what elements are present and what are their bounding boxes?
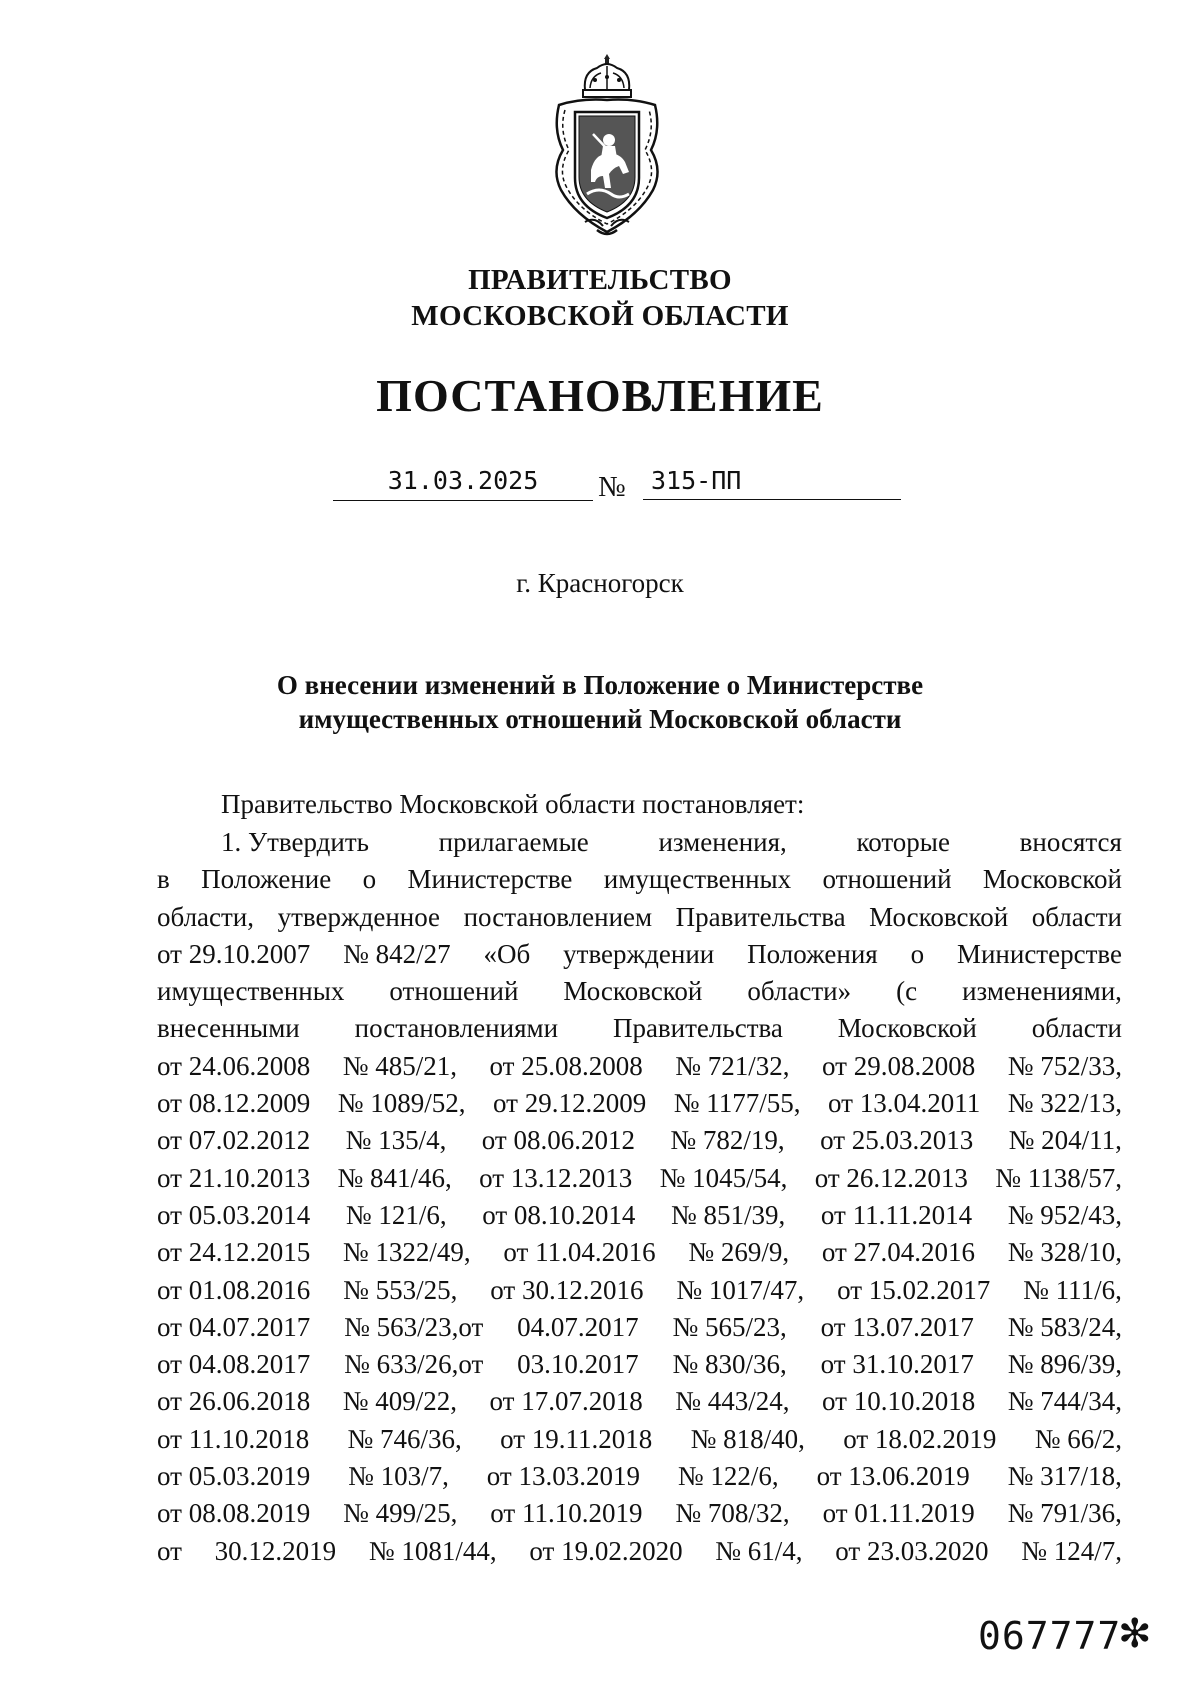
text-word: № 103/7, <box>348 1461 449 1492</box>
text-word: № 818/40, <box>690 1423 805 1454</box>
text-word: утверждении <box>563 938 715 969</box>
text-word: от 27.04.2016 <box>821 1237 976 1268</box>
text-word: от 13.03.2019 <box>486 1461 640 1492</box>
text-line <box>157 1458 1122 1495</box>
text-word: 30.12.2019 <box>214 1535 337 1566</box>
text-line <box>157 861 1122 898</box>
text-word: постановлениями <box>354 1013 559 1044</box>
document-type-heading: ПОСТАНОВЛЕНИЕ <box>376 370 824 421</box>
text-word: (с <box>896 976 918 1007</box>
text-line <box>157 1010 1122 1047</box>
text-word: от 08.06.2012 <box>481 1125 635 1156</box>
text-word: № 565/23, <box>672 1311 787 1342</box>
stamp-asterisk-icon: ✻ <box>1118 1611 1152 1657</box>
document-subject <box>0 668 1200 736</box>
text-word: от 05.03.2014 <box>157 1199 311 1230</box>
text-word: № 61/4, <box>715 1535 803 1566</box>
text-line <box>157 1533 1122 1570</box>
text-word: № 1081/44, <box>368 1535 497 1566</box>
text-line <box>157 824 1122 861</box>
text-word: 1. Утвердить <box>221 827 369 857</box>
text-word: № 317/18, <box>1007 1461 1122 1492</box>
text-word: № 782/19, <box>670 1125 785 1156</box>
text-line <box>157 1085 1122 1122</box>
text-word: от 13.06.2019 <box>816 1461 970 1492</box>
text-word: № 111/6, <box>1023 1274 1122 1305</box>
text-word: вносятся <box>1019 827 1122 857</box>
text-word: от 13.04.2011 <box>828 1088 981 1119</box>
text-word: от 21.10.2013 <box>157 1162 311 1193</box>
text-word: от 25.08.2008 <box>489 1050 643 1081</box>
text-word: № 409/22, <box>342 1386 457 1417</box>
text-word: № 633/26,от <box>344 1349 484 1380</box>
text-line <box>157 1383 1122 1420</box>
text-word: от 26.12.2013 <box>814 1162 968 1193</box>
text-word: «Об <box>483 938 531 969</box>
text-word: от 10.10.2018 <box>822 1386 976 1417</box>
text-word: № 851/39, <box>671 1199 786 1230</box>
text-word: от 04.07.2017 <box>157 1311 311 1342</box>
text-word: от 08.12.2009 <box>157 1088 311 1119</box>
text-word: № 122/6, <box>677 1461 779 1492</box>
text-word: № 121/6, <box>345 1199 447 1230</box>
text-word: № 721/32, <box>675 1050 790 1081</box>
text-word: № 563/23,от <box>344 1311 484 1342</box>
text-word: от 26.06.2018 <box>157 1386 311 1417</box>
document-number: 315-ПП <box>643 462 901 500</box>
text-word: № 204/11, <box>1008 1125 1122 1156</box>
text-word: № 485/21, <box>342 1050 457 1081</box>
text-word: от 11.10.2018 <box>157 1423 310 1454</box>
text-word: от 17.07.2018 <box>489 1386 643 1417</box>
text-word: от 29.10.2007 <box>157 938 311 969</box>
text-word: № 553/25, <box>343 1274 458 1305</box>
subject-line2: имущественных отношений Московской области <box>298 704 902 734</box>
text-word: № 1138/57, <box>995 1162 1122 1193</box>
text-word: № 752/33, <box>1007 1050 1122 1081</box>
subject-line1: О внесении изменений в Положение о Министерстве <box>276 670 924 700</box>
text-word: области» <box>747 976 852 1007</box>
text-line <box>157 1272 1122 1309</box>
government-title <box>0 262 1200 334</box>
text-word: от 24.12.2015 <box>157 1237 311 1268</box>
text-word: № 791/36, <box>1007 1498 1122 1529</box>
text-line <box>157 936 1122 973</box>
text-word: № 135/4, <box>345 1125 447 1156</box>
text-word: Положение <box>201 864 332 895</box>
text-word: от 11.10.2019 <box>490 1498 643 1529</box>
government-title-line1: ПРАВИТЕЛЬСТВО <box>468 264 732 296</box>
text-word: утвержденное <box>277 901 441 932</box>
text-word: изменениями, <box>962 976 1122 1007</box>
text-word: имущественных <box>603 864 792 895</box>
text-word: от 01.11.2019 <box>822 1498 975 1529</box>
text-line <box>157 1421 1122 1458</box>
text-word: о <box>362 864 377 895</box>
text-word: от 13.12.2013 <box>479 1162 633 1193</box>
text-word: от 30.12.2016 <box>490 1274 644 1305</box>
text-line <box>157 973 1122 1010</box>
text-line <box>157 1495 1122 1532</box>
text-word: Министерстве <box>956 938 1122 969</box>
text-word: отношений <box>822 864 952 895</box>
text-word: № 744/34, <box>1007 1386 1122 1417</box>
city-name: г. Красногорск <box>516 568 684 598</box>
text-word: № 830/36, <box>672 1349 787 1380</box>
text-word: изменения, <box>658 827 787 857</box>
text-word: от 04.08.2017 <box>157 1349 311 1380</box>
text-word: № 322/13, <box>1007 1088 1122 1119</box>
text-word: № 443/24, <box>675 1386 790 1417</box>
text-word: от 05.03.2019 <box>157 1461 311 1492</box>
text-word: от 13.07.2017 <box>820 1311 974 1342</box>
text-word: от 24.06.2008 <box>157 1050 311 1081</box>
text-line <box>157 1048 1122 1085</box>
text-word: от 19.02.2020 <box>529 1535 683 1566</box>
text-word: внесенными <box>157 1013 300 1044</box>
text-word: № 328/10, <box>1007 1237 1122 1268</box>
text-word: Правительства <box>612 1013 783 1044</box>
text-word: № 1017/47, <box>676 1274 805 1305</box>
text-word: № 66/2, <box>1034 1423 1122 1454</box>
text-word: от 31.10.2017 <box>820 1349 974 1380</box>
text-word: от 07.02.2012 <box>157 1125 311 1156</box>
text-word: № 708/32, <box>675 1498 790 1529</box>
text-line <box>157 899 1122 936</box>
coat-of-arms-emblem <box>545 50 670 240</box>
text-word: № 841/46, <box>337 1162 452 1193</box>
text-word: № 842/27 <box>343 938 451 969</box>
text-word: от 08.08.2019 <box>157 1498 311 1529</box>
text-line <box>157 1346 1122 1383</box>
text-line <box>157 1160 1122 1197</box>
text-word: от 23.03.2020 <box>835 1535 989 1566</box>
text-word: от 08.10.2014 <box>482 1199 636 1230</box>
text-word: Правительства <box>675 901 846 932</box>
intro-paragraph: Правительство Московской области постановляет: <box>221 789 805 819</box>
text-word: о <box>910 938 925 969</box>
text-word: от 18.02.2019 <box>843 1423 997 1454</box>
text-word: от 25.03.2013 <box>820 1125 974 1156</box>
text-word: от 11.04.2016 <box>503 1237 656 1268</box>
text-word: 04.07.2017 <box>517 1311 639 1342</box>
text-word: № 1322/49, <box>342 1237 471 1268</box>
text-word: № 269/9, <box>688 1237 790 1268</box>
text-word: от 15.02.2017 <box>837 1274 991 1305</box>
text-word: Московской <box>563 976 703 1007</box>
text-word: № 952/43, <box>1007 1199 1122 1230</box>
text-word: № 499/25, <box>343 1498 458 1529</box>
text-word: от 11.11.2014 <box>820 1199 973 1230</box>
text-word: № 124/7, <box>1021 1535 1122 1566</box>
text-word: от 29.12.2009 <box>493 1088 647 1119</box>
text-word: 03.10.2017 <box>517 1349 639 1380</box>
text-word: имущественных <box>157 976 345 1007</box>
text-word: от 19.11.2018 <box>500 1423 653 1454</box>
text-line <box>157 1309 1122 1346</box>
text-word: области, <box>157 901 255 932</box>
text-word: № 746/36, <box>347 1423 462 1454</box>
text-line <box>157 1197 1122 1234</box>
text-word: Московской <box>982 864 1122 895</box>
text-word: Московской <box>837 1013 977 1044</box>
text-word: постановлением <box>463 901 653 932</box>
text-word: Московской <box>869 901 1009 932</box>
text-line <box>157 1234 1122 1271</box>
text-line <box>157 1122 1122 1159</box>
body-paragraph <box>157 824 1122 1570</box>
text-word: № 896/39, <box>1007 1349 1122 1380</box>
text-word: № 1177/55, <box>673 1088 801 1119</box>
stamp-serial-number: 067777 <box>978 1614 1122 1658</box>
text-word: от <box>157 1535 182 1566</box>
text-word: № 1045/54, <box>659 1162 788 1193</box>
text-word: области <box>1031 1013 1122 1044</box>
text-word: области <box>1031 901 1122 932</box>
text-word: Положения <box>747 938 878 969</box>
document-date: 31.03.2025 <box>333 462 593 501</box>
text-word: прилагаемые <box>438 827 589 857</box>
text-word: от 29.08.2008 <box>822 1050 976 1081</box>
text-word: Министерстве <box>407 864 573 895</box>
text-word: в <box>157 864 170 895</box>
text-word: отношений <box>389 976 519 1007</box>
government-title-line2: МОСКОВСКОЙ ОБЛАСТИ <box>411 300 789 332</box>
text-word: которые <box>856 827 950 857</box>
text-word: № 583/24, <box>1007 1311 1122 1342</box>
text-word: № 1089/52, <box>337 1088 466 1119</box>
number-sign: № <box>598 471 626 503</box>
text-word: от 01.08.2016 <box>157 1274 311 1305</box>
